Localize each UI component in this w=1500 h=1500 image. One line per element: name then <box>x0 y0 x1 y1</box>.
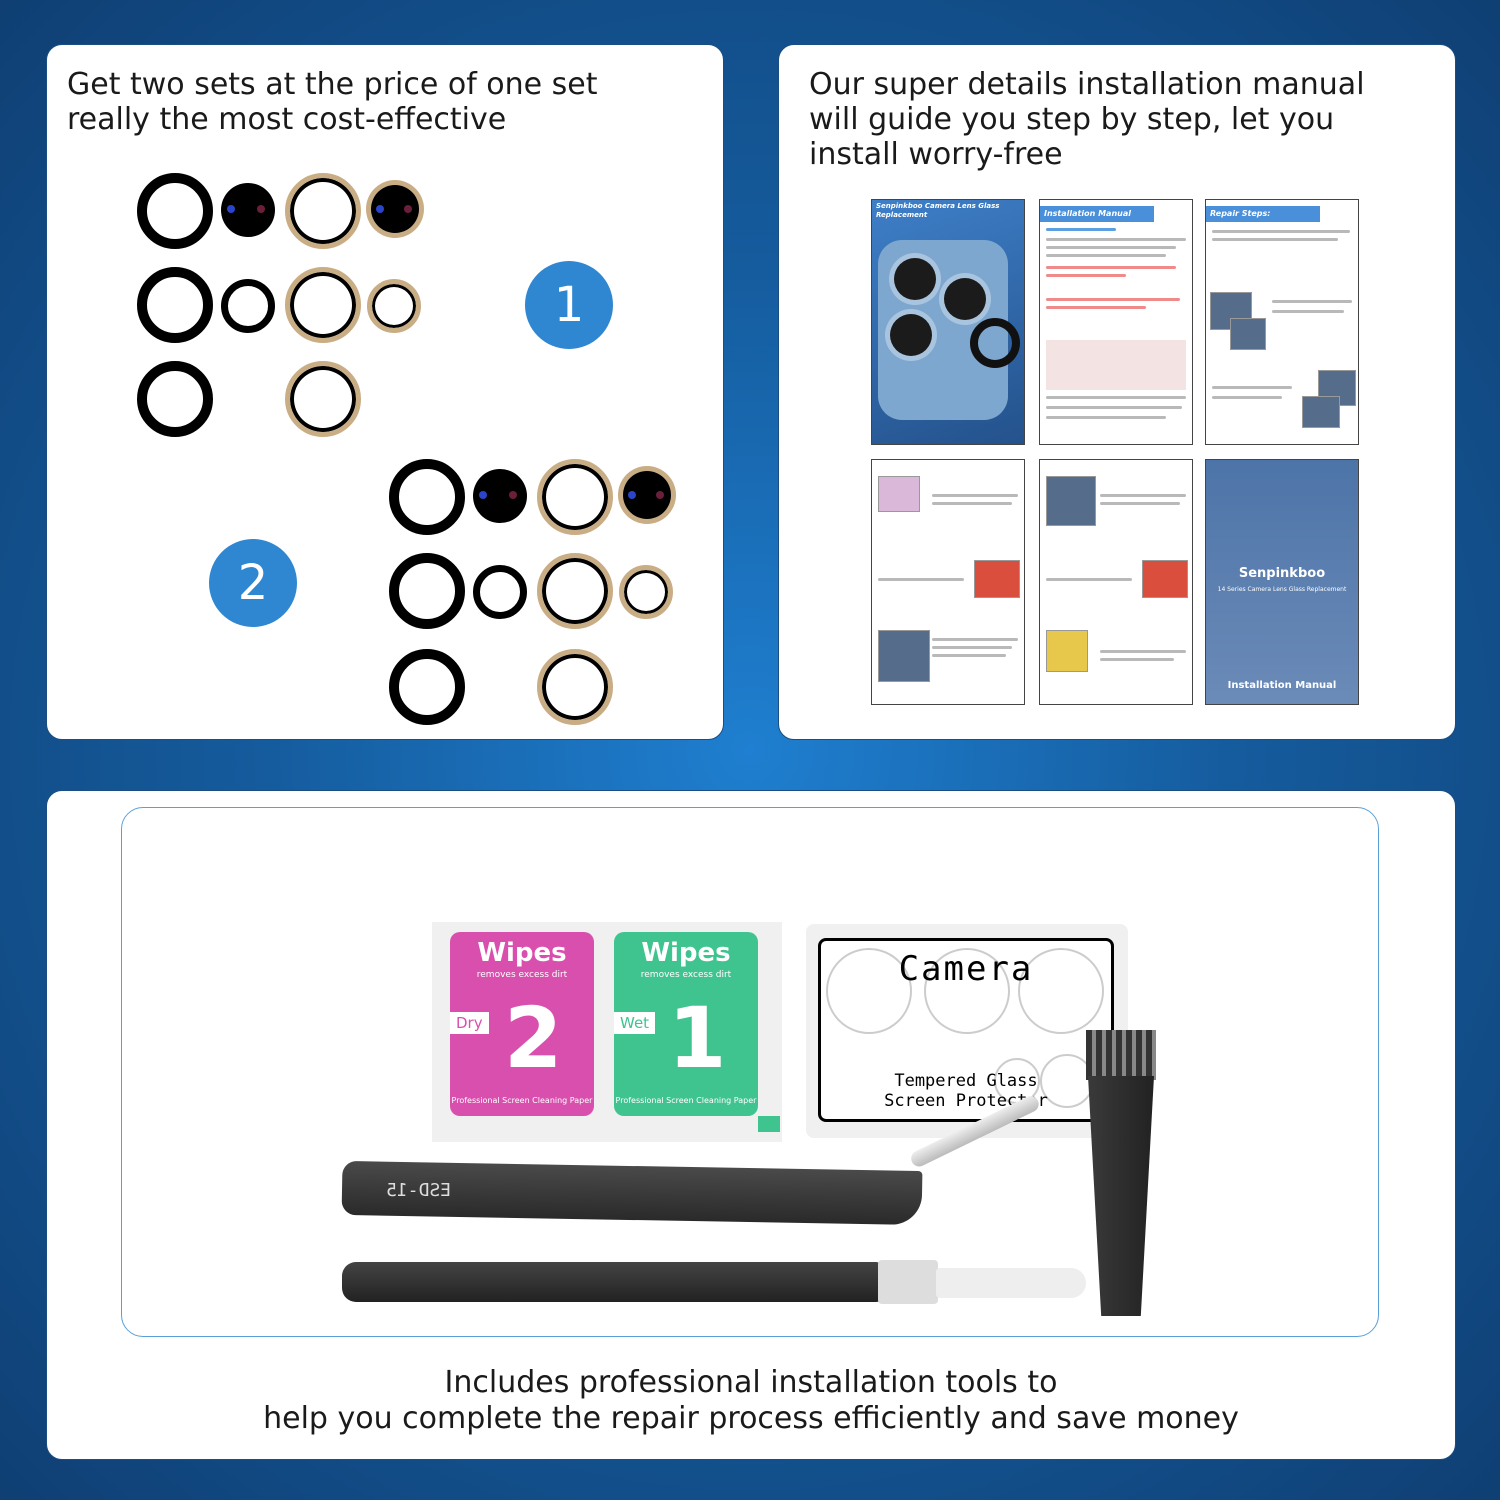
wipes-package <box>432 922 782 1142</box>
manual-label: Installation Manual <box>1227 680 1337 691</box>
lens-sets-heading: Get two sets at the price of one set really the most cost-effective <box>67 67 598 137</box>
gold-lens-ring <box>285 361 361 437</box>
lens-ring-icon <box>970 318 1020 368</box>
step-image <box>1046 630 1088 672</box>
camera-lens-icon <box>944 278 986 320</box>
accessory-list <box>1046 340 1186 390</box>
black-lens-ring <box>137 267 213 343</box>
gold-lens-ring <box>537 553 613 629</box>
page-header: Installation Manual <box>1040 206 1154 222</box>
gold-lens-glass <box>371 185 419 233</box>
tools-caption: Includes professional installation tools to help you complete the repair process efficiently and save money <box>263 1365 1239 1436</box>
wet-wipe: Wipes removes excess dirt Wet 1 Professional Screen Cleaning Paper <box>614 932 758 1116</box>
step-image <box>1142 560 1188 598</box>
camera-lens-icon <box>894 258 936 300</box>
page-header: Repair Steps: <box>1206 206 1320 222</box>
set-1-badge: 1 <box>525 261 613 349</box>
black-lens-ring <box>137 173 213 249</box>
camera-protector-card <box>818 938 1114 1122</box>
manual-page-back-cover <box>1205 459 1359 705</box>
step-image <box>878 476 920 512</box>
tweezer-label: ESD-15 <box>386 1180 452 1201</box>
black-lens-ring-small <box>221 279 275 333</box>
manual-page-steps-3 <box>1039 459 1193 705</box>
brand-subtitle: 14 Series Camera Lens Glass Replacement <box>1217 586 1347 593</box>
black-lens-ring <box>137 361 213 437</box>
step-image <box>974 560 1020 598</box>
brand-name: Senpinkboo <box>1238 566 1326 581</box>
black-lens-glass <box>221 183 275 237</box>
tools-panel <box>46 790 1456 1460</box>
black-lens-glass <box>473 469 527 523</box>
cover-title: Senpinkboo Camera Lens Glass Replacement <box>876 202 1000 219</box>
manual-page-steps <box>1205 199 1359 445</box>
camera-protector-package <box>806 924 1128 1138</box>
manual-page-cover <box>871 199 1025 445</box>
step-image <box>1046 476 1096 526</box>
gold-lens-ring <box>285 267 361 343</box>
manual-panel <box>778 44 1456 740</box>
gold-lens-ring-small <box>367 279 421 333</box>
camera-subtitle: Tempered Glass Screen Protector <box>884 1071 1048 1111</box>
gold-lens-ring <box>537 649 613 725</box>
gold-lens-ring <box>537 459 613 535</box>
black-lens-ring-small <box>473 565 527 619</box>
camera-title: Camera <box>898 949 1034 989</box>
set-2-badge: 2 <box>209 539 297 627</box>
black-lens-ring <box>389 649 465 725</box>
gold-lens-ring <box>285 173 361 249</box>
manual-heading: Our super details installation manual will guide you step by step, let you install worry-free <box>809 67 1365 172</box>
lens-sets-panel <box>46 44 724 740</box>
wipe-tab <box>758 1116 780 1132</box>
manual-page-steps-2 <box>871 459 1025 705</box>
tools-frame <box>121 807 1379 1337</box>
step-image <box>1230 318 1266 350</box>
gold-lens-ring-small <box>619 565 673 619</box>
step-image <box>1302 396 1340 428</box>
step-image <box>878 630 930 682</box>
dry-wipe: Wipes removes excess dirt Dry 2 Professional Screen Cleaning Paper <box>450 932 594 1116</box>
camera-lens-icon <box>890 314 932 356</box>
gold-lens-glass <box>623 471 671 519</box>
manual-page-intro <box>1039 199 1193 445</box>
black-lens-ring <box>389 459 465 535</box>
black-lens-ring <box>389 553 465 629</box>
